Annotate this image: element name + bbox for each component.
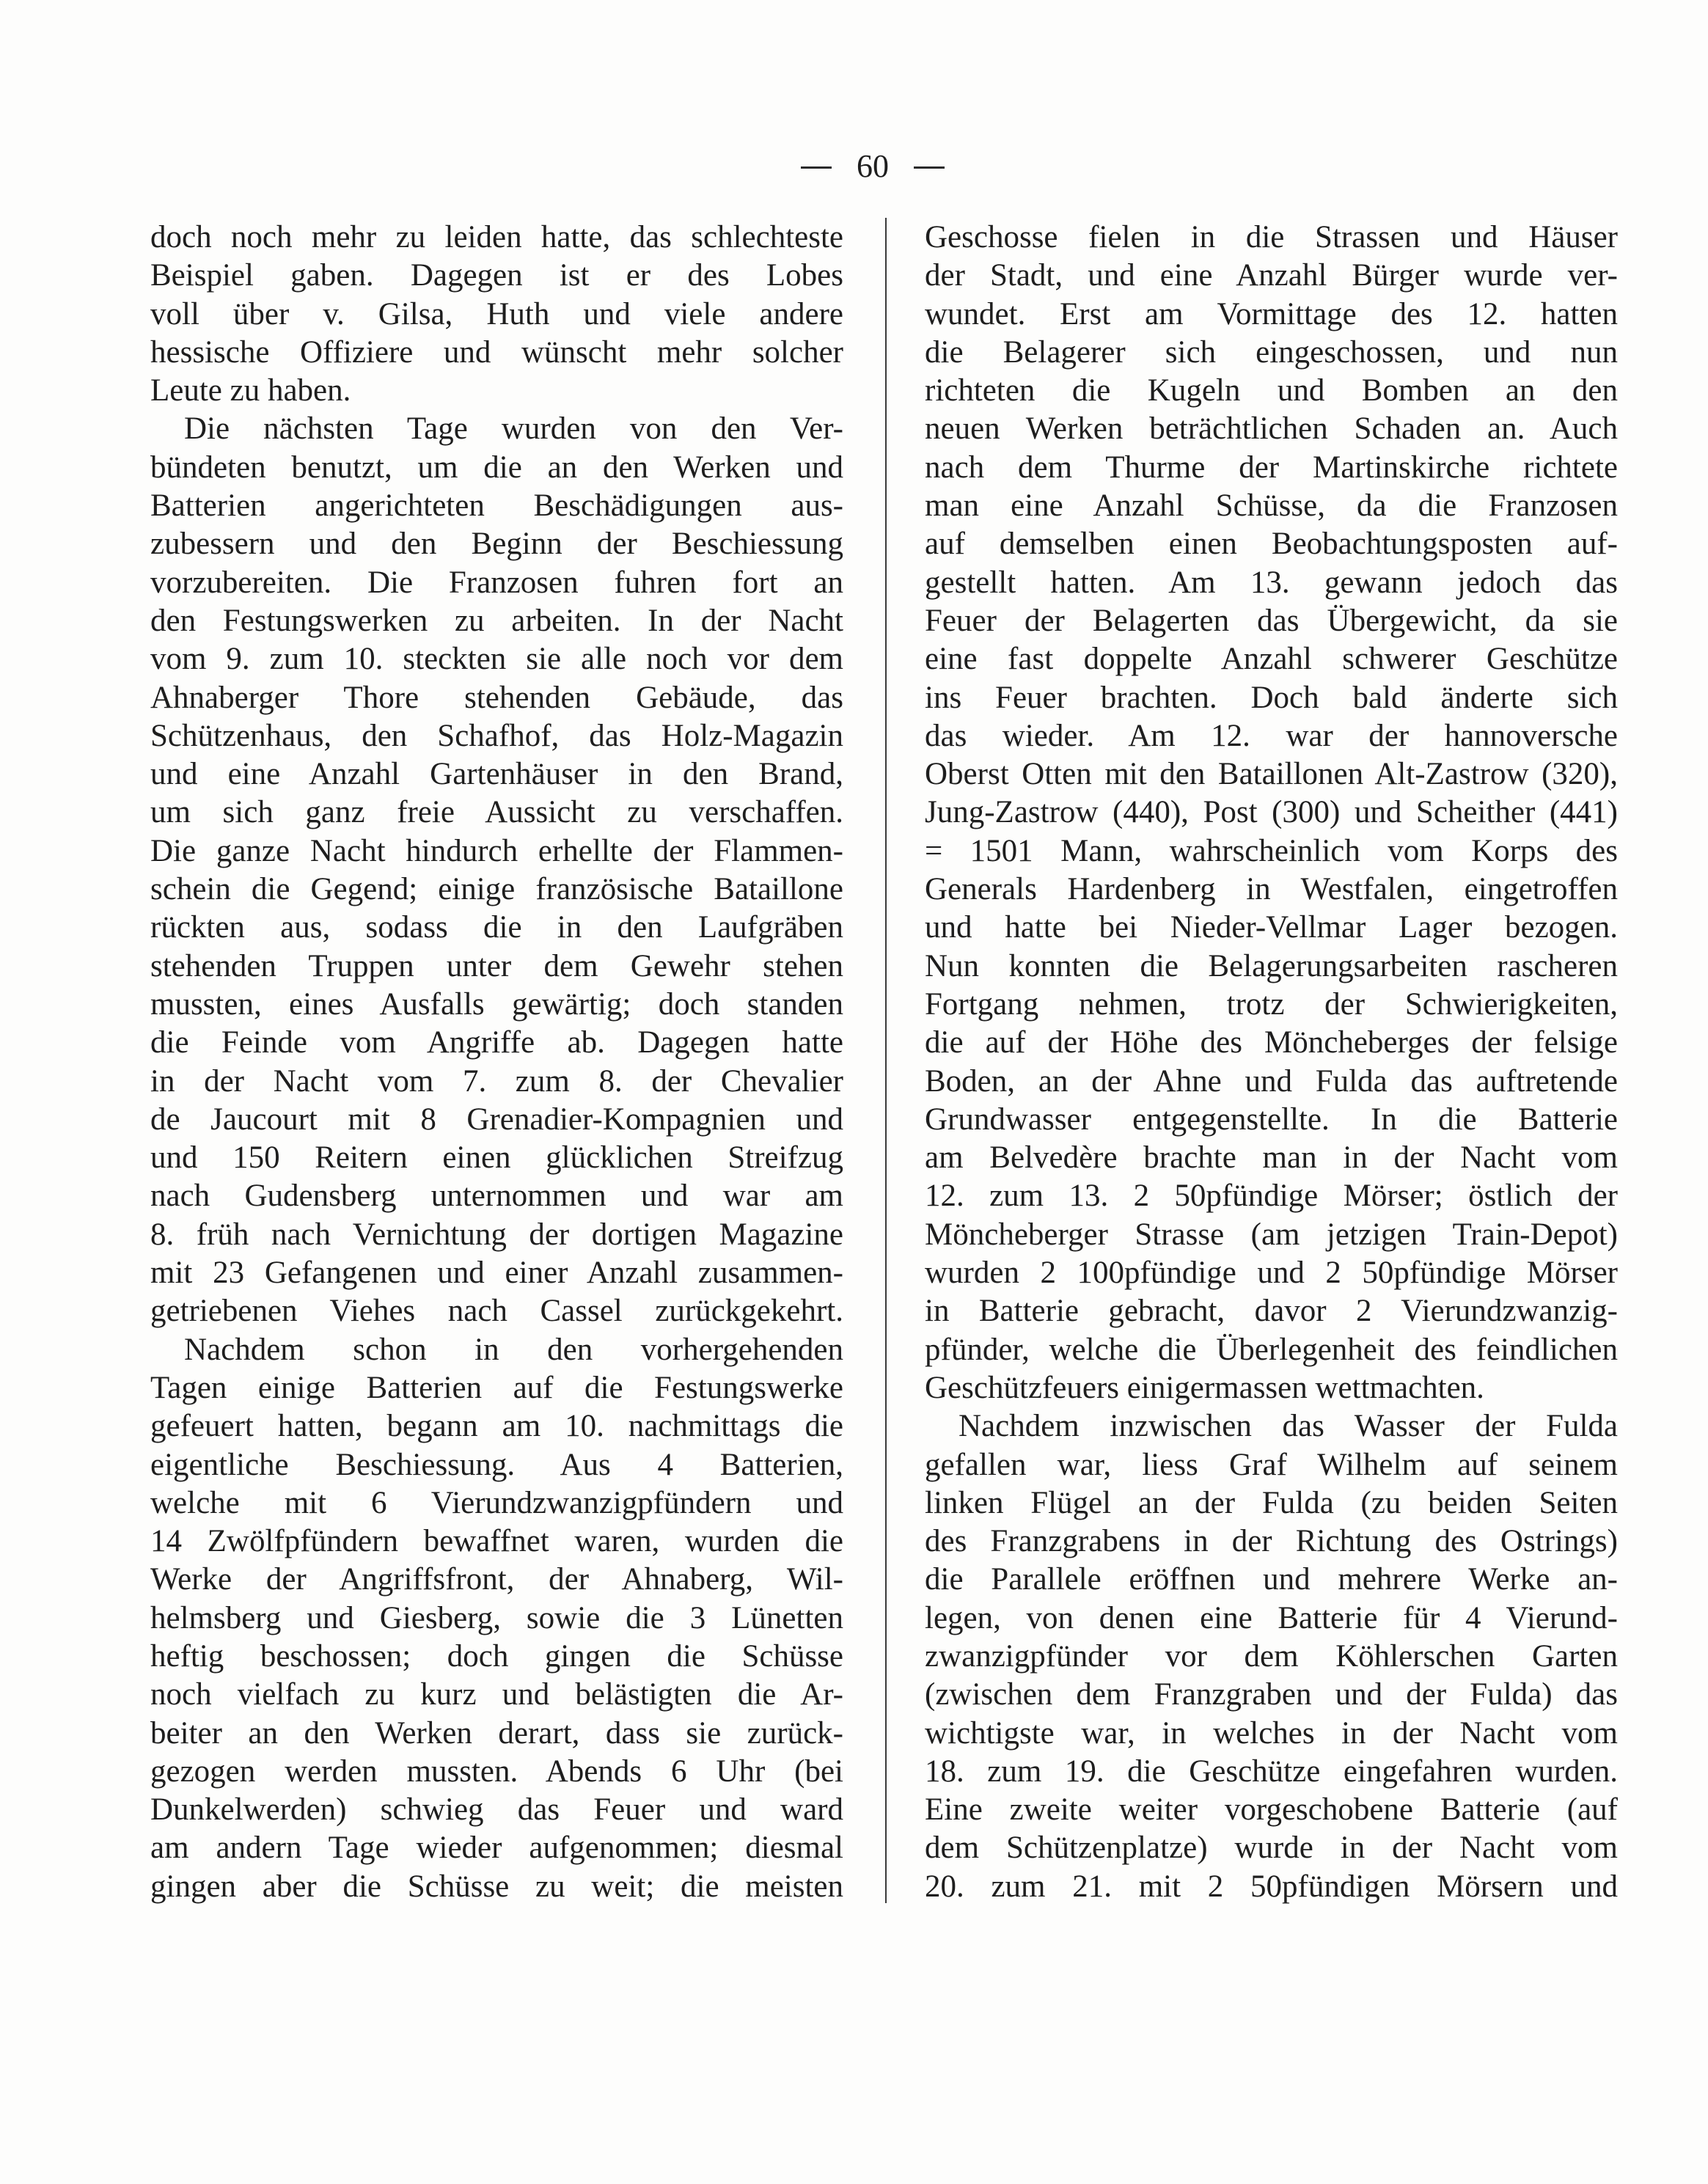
header-dash-left: [801, 166, 832, 169]
text-line: (zwischen dem Franzgraben und der Fulda) das: [925, 1677, 1618, 1712]
text-line: am andern Tage wieder aufgenommen; diesmal: [150, 1831, 843, 1866]
text-line: in der Nacht vom 7. zum 8. der Chevalier: [150, 1063, 843, 1099]
text-line: Generals Hardenberg in Westfalen, eingetroffen: [925, 872, 1618, 907]
text-line: Batterien angerichteten Beschädigungen aus-: [150, 488, 843, 524]
text-line: und eine Anzahl Gartenhäuser in den Brand,: [150, 757, 843, 792]
text-line: 18. zum 19. die Geschütze eingefahren wurden.: [925, 1754, 1618, 1789]
text-line: 8. früh nach Vernichtung der dortigen Magazine: [150, 1217, 843, 1252]
text-line: beiter an den Werken derart, dass sie zurück-: [150, 1715, 843, 1751]
text-line: zubessern und den Beginn der Beschiessung: [150, 527, 843, 562]
text-line: gestellt hatten. Am 13. gewann jedoch das: [925, 565, 1618, 600]
text-line: 12. zum 13. 2 50pfündige Mörser; östlich der: [925, 1179, 1618, 1214]
text-line: wichtigste war, in welches in der Nacht vom: [925, 1715, 1618, 1751]
text-line: Ahnaberger Thore stehenden Gebäude, das: [150, 680, 843, 715]
text-line: eine fast doppelte Anzahl schwerer Geschütze: [925, 642, 1618, 677]
text-line: doch noch mehr zu leiden hatte, das schlechteste: [150, 220, 843, 254]
text-line: wurden 2 100pfündige und 2 50pfündige Mörser: [925, 1256, 1618, 1291]
text-line: die Feinde vom Angriffe ab. Dagegen hatte: [150, 1025, 843, 1060]
text-line: dem Schützenplatze) wurde in der Nacht vom: [925, 1831, 1618, 1866]
right-text-column: [925, 219, 1618, 1906]
text-line: de Jaucourt mit 8 Grenadier-Kompagnien und: [150, 1102, 843, 1137]
text-line: und hatte bei Nieder-Vellmar Lager bezogen.: [925, 910, 1618, 945]
text-line: Eine zweite weiter vorgeschobene Batterie (auf: [925, 1792, 1618, 1828]
text-line: richteten die Kugeln und Bomben an den: [925, 373, 1618, 408]
text-line: heftig beschossen; doch gingen die Schüsse: [150, 1638, 843, 1674]
text-line: hessische Offiziere und wünscht mehr solcher: [150, 334, 843, 370]
text-line: gefeuert hatten, begann am 10. nachmittags die: [150, 1409, 843, 1444]
text-line: Dunkelwerden) schwieg das Feuer und ward: [150, 1792, 843, 1828]
text-line: voll über v. Gilsa, Huth und viele andere: [150, 296, 843, 331]
text-line: Nachdem schon in den vorhergehenden: [184, 1332, 843, 1367]
text-line: Möncheberger Strasse (am jetzigen Train-Depot): [925, 1217, 1618, 1252]
text-line: stehenden Truppen unter dem Gewehr stehen: [150, 948, 843, 983]
header-dash-right: [914, 166, 945, 169]
text-line: pfünder, welche die Überlegenheit des feindlichen: [925, 1332, 1618, 1367]
text-line: Die ganze Nacht hindurch erhellte der Flammen-: [150, 833, 843, 868]
text-line: helmsberg und Giesberg, sowie die 3 Lünetten: [150, 1600, 843, 1635]
text-line: neuen Werken beträchtlichen Schaden an. Auch: [925, 411, 1618, 447]
left-text-column: [150, 219, 843, 1906]
text-line: Beispiel gaben. Dagegen ist er des Lobes: [150, 258, 843, 293]
page-header: [799, 144, 946, 188]
text-line: das wieder. Am 12. war der hannoversche: [925, 718, 1618, 753]
text-line: Oberst Otten mit den Bataillonen Alt-Zastrow (320),: [925, 757, 1618, 792]
text-line: Schützenhaus, den Schafhof, das Holz-Magazin: [150, 718, 843, 753]
text-line: auf demselben einen Beobachtungsposten auf-: [925, 527, 1618, 562]
text-line: vorzubereiten. Die Franzosen fuhren fort an: [150, 565, 843, 600]
text-line: den Festungswerken zu arbeiten. In der Nacht: [150, 603, 843, 638]
text-line: die Belagerer sich eingeschossen, und nun: [925, 334, 1618, 370]
page-number: 60: [857, 147, 889, 184]
text-line: noch vielfach zu kurz und belästigten die Ar-: [150, 1677, 843, 1712]
text-line: Grundwasser entgegenstellte. In die Batterie: [925, 1102, 1618, 1137]
text-line: bündeten benutzt, um die an den Werken und: [150, 450, 843, 485]
text-line: gefallen war, liess Graf Wilhelm auf seinem: [925, 1447, 1618, 1482]
text-line: in Batterie gebracht, davor 2 Vierundzwanzig-: [925, 1294, 1618, 1329]
text-line: Nun konnten die Belagerungsarbeiten rascheren: [925, 948, 1618, 983]
text-line: rückten aus, sodass die in den Laufgräben: [150, 910, 843, 945]
text-line: wundet. Erst am Vormittage des 12. hatten: [925, 296, 1618, 331]
text-line: Leute zu haben.: [150, 373, 351, 408]
text-line: = 1501 Mann, wahrscheinlich vom Korps des: [925, 833, 1618, 868]
text-line: 14 Zwölfpfündern bewaffnet waren, wurden die: [150, 1524, 843, 1559]
text-line: mussten, eines Ausfalls gewärtig; doch standen: [150, 986, 843, 1022]
text-line: und 150 Reitern einen glücklichen Streifzug: [150, 1140, 843, 1176]
text-line: gezogen werden mussten. Abends 6 Uhr (bei: [150, 1754, 843, 1789]
text-line: des Franzgrabens in der Richtung des Ostrings): [925, 1524, 1618, 1559]
text-line: Die nächsten Tage wurden von den Ver-: [184, 411, 843, 447]
text-line: welche mit 6 Vierundzwanzigpfündern und: [150, 1485, 843, 1520]
text-line: schein die Gegend; einige französische Bataillone: [150, 872, 843, 907]
text-line: Fortgang nehmen, trotz der Schwierigkeiten,: [925, 986, 1618, 1022]
text-line: nach dem Thurme der Martinskirche richtete: [925, 450, 1618, 485]
text-line: die Parallele eröffnen und mehrere Werke an-: [925, 1562, 1618, 1597]
text-line: nach Gudensberg unternommen und war am: [150, 1179, 843, 1214]
text-line: Tagen einige Batterien auf die Festungswerke: [150, 1370, 843, 1405]
text-line: eigentliche Beschiessung. Aus 4 Batterien,: [150, 1447, 843, 1482]
text-line: zwanzigpfünder vor dem Köhlerschen Garten: [925, 1638, 1618, 1674]
text-line: die auf der Höhe des Möncheberges der felsige: [925, 1025, 1618, 1060]
text-line: gingen aber die Schüsse zu weit; die meisten: [150, 1869, 843, 1904]
text-line: Geschosse fielen in die Strassen und Häuser: [925, 220, 1618, 254]
text-line: legen, von denen eine Batterie für 4 Vierund-: [925, 1600, 1618, 1635]
text-line: linken Flügel an der Fulda (zu beiden Seiten: [925, 1485, 1618, 1520]
text-line: um sich ganz freie Aussicht zu verschaffen.: [150, 795, 843, 830]
text-line: Boden, an der Ahne und Fulda das auftretende: [925, 1063, 1618, 1099]
text-line: Werke der Angriffsfront, der Ahnaberg, Wil-: [150, 1562, 843, 1597]
text-line: vom 9. zum 10. steckten sie alle noch vor dem: [150, 642, 843, 677]
text-line: Geschützfeuers einigermassen wettmachten.: [925, 1370, 1484, 1405]
text-line: ins Feuer brachten. Doch bald änderte sich: [925, 680, 1618, 715]
text-line: Feuer der Belagerten das Übergewicht, da sie: [925, 603, 1618, 638]
text-line: mit 23 Gefangenen und einer Anzahl zusammen-: [150, 1256, 843, 1291]
text-line: am Belvedère brachte man in der Nacht vom: [925, 1140, 1618, 1176]
text-line: der Stadt, und eine Anzahl Bürger wurde ver-: [925, 258, 1618, 293]
column-divider-rule: [885, 218, 887, 1903]
text-line: Nachdem inzwischen das Wasser der Fulda: [959, 1409, 1618, 1444]
text-line: getriebenen Viehes nach Cassel zurückgekehrt.: [150, 1294, 843, 1329]
text-line: man eine Anzahl Schüsse, da die Franzosen: [925, 488, 1618, 524]
text-line: Jung-Zastrow (440), Post (300) und Scheither (441): [925, 795, 1618, 830]
text-line: 20. zum 21. mit 2 50pfündigen Mörsern und: [925, 1869, 1618, 1904]
